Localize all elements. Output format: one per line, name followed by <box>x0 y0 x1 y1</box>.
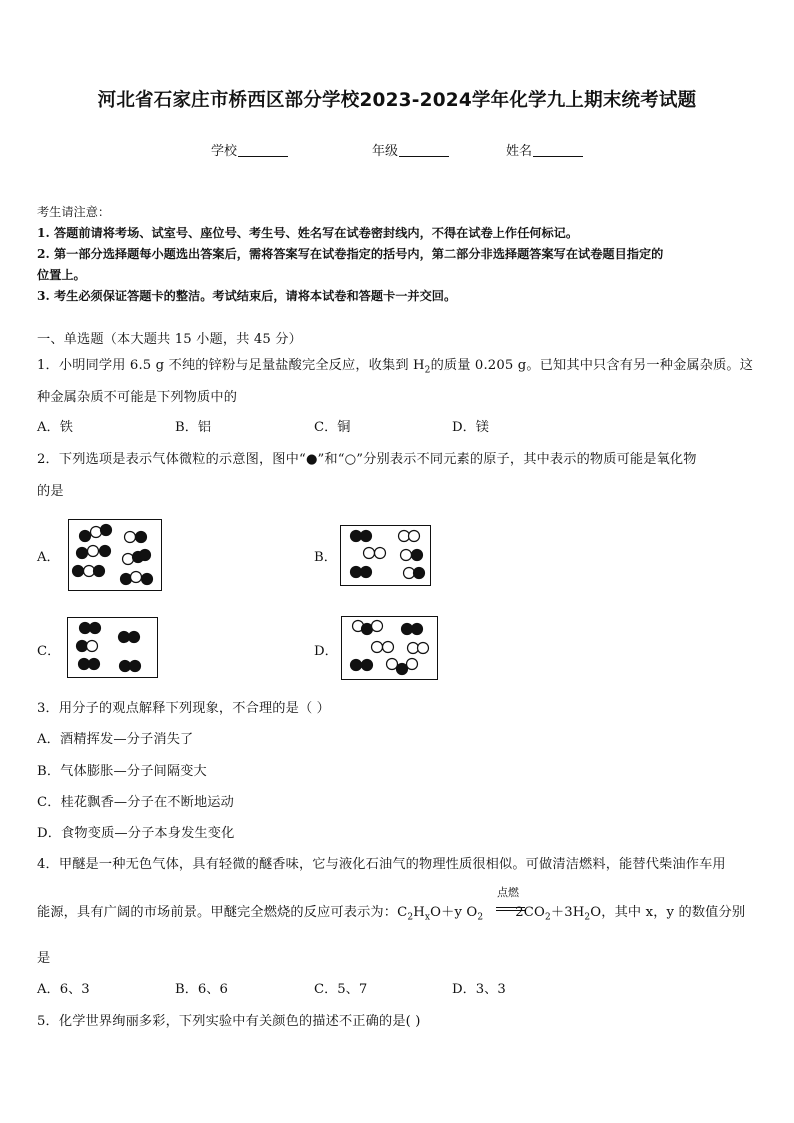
q4-line1: 4．甲醚是一种无色气体，具有轻微的醚香味，它与液化石油气的物理性质很相似。可做清洁燃料，能替代柴油作车用 <box>37 857 726 872</box>
q2-diagram-c[interactable] <box>67 617 158 678</box>
q1-option-a[interactable]: A．铁 <box>37 420 73 435</box>
school-label: 学校 <box>211 144 238 159</box>
q2-diagram-a[interactable] <box>68 519 162 591</box>
name-label: 姓名 <box>506 144 533 159</box>
notice-item-3: 3. 考生必须保证答题卡的整洁。考试结束后，请将本试卷和答题卡一并交回。 <box>37 289 457 303</box>
q5-stem: 5．化学世界绚丽多彩，下列实验中有关颜色的描述不正确的是( ) <box>37 1014 421 1029</box>
q4-line3: 是 <box>37 951 51 966</box>
name-blank[interactable] <box>533 143 583 157</box>
q2-option-d-label[interactable]: D． <box>314 644 338 659</box>
q1-option-d[interactable]: D．镁 <box>452 420 489 435</box>
q2-diagram-b[interactable] <box>340 525 431 586</box>
grade-field[interactable] <box>372 140 449 159</box>
school-field[interactable] <box>211 140 288 159</box>
q3-option-b[interactable]: B．气体膨胀—分子间隔变大 <box>37 764 207 779</box>
grade-blank[interactable] <box>399 143 449 157</box>
notice-heading: 考生请注意： <box>37 205 111 219</box>
q2-diagram-d[interactable] <box>341 616 438 680</box>
q4-option-b[interactable]: B．6、6 <box>175 982 228 997</box>
q3-option-a[interactable]: A．酒精挥发—分子消失了 <box>37 732 194 747</box>
name-field[interactable] <box>506 140 583 159</box>
q2-option-c-label[interactable]: C． <box>37 644 61 659</box>
q1-option-c[interactable]: C．铜 <box>314 420 351 435</box>
q4-line2: 能源，具有广阔的市场前景。甲醚完全燃烧的反应可表示为：$C_2H_xO+y$ $O_2$ $2CO_2+3H_2O$，其中 x，y 的数值分别 <box>37 905 746 923</box>
q4-equals-line-top <box>496 907 525 908</box>
q2-line2: 的是 <box>37 484 64 499</box>
section-heading: 一、单选题（本大题共 15 小题，共 45 分） <box>37 332 302 347</box>
notice-item-2: 2. 第一部分选择题每小题选出答案后，需将答案写在试卷指定的括号内，第二部分非选择题答案写在试卷题目指定的 <box>37 247 664 261</box>
q4-option-a[interactable]: A．6、3 <box>37 982 90 997</box>
q3-option-d[interactable]: D．食物变质—分子本身发生变化 <box>37 826 235 841</box>
grade-label: 年级 <box>372 144 399 159</box>
q4-reaction-condition: 点燃 <box>497 886 519 899</box>
q2-line1: 2．下列选项是表示气体微粒的示意图，图中“●”和“○”分别表示不同元素的原子，其中表示的物质可能是氧化物 <box>37 452 697 467</box>
school-blank[interactable] <box>238 143 288 157</box>
q1-line2: 种金属杂质不可能是下列物质中的 <box>37 390 238 405</box>
notice-item-1: 1. 答题前请将考场、试室号、座位号、考生号、姓名写在试卷密封线内，不得在试卷上作任何标记。 <box>37 226 579 240</box>
q3-stem: 3．用分子的观点解释下列现象，不合理的是（ ） <box>37 701 330 716</box>
q1-option-b[interactable]: B．铝 <box>175 420 212 435</box>
q1-line1: 1．小明同学用 6.5 g 不纯的锌粉与足量盐酸完全反应，收集到 $H_2$的质量 0.205 g。已知其中只含有另一种金属杂质。这 <box>37 358 754 376</box>
q2-option-b-label[interactable]: B． <box>314 550 337 565</box>
q4-option-d[interactable]: D．3、3 <box>452 982 506 997</box>
q2-option-a-label[interactable]: A． <box>37 550 60 565</box>
q4-option-c[interactable]: C．5、7 <box>314 982 368 997</box>
notice-item-2-cont: 位置上。 <box>37 268 86 282</box>
page-title: 河北省石家庄市桥西区部分学校2023-2024学年化学九上期末统考试题 <box>97 90 697 111</box>
q4-equals-line-bottom <box>496 910 525 911</box>
q3-option-c[interactable]: C．桂花飘香—分子在不断地运动 <box>37 795 234 810</box>
